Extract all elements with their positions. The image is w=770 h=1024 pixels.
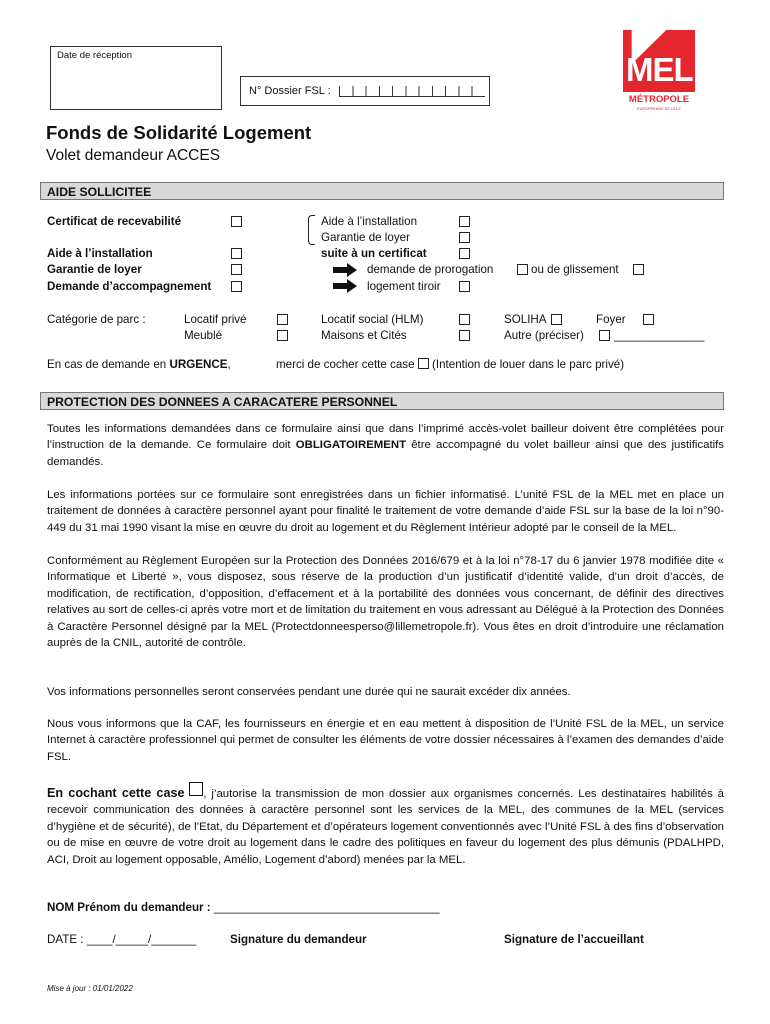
date-line[interactable]: DATE : ____/_____/_______: [47, 933, 197, 946]
urgence-line: [47, 357, 231, 373]
autre-checkbox[interactable]: [599, 330, 610, 341]
suite-certificat-checkbox[interactable]: [459, 248, 470, 259]
locatif-social-checkbox[interactable]: [459, 314, 470, 325]
accompagnement-checkbox[interactable]: [231, 281, 242, 292]
parc-foyer: Foyer: [596, 313, 626, 326]
garantie-checkbox[interactable]: [231, 264, 242, 275]
page-subtitle: Volet demandeur ACCES: [46, 147, 221, 164]
parc-meuble: Meublé: [184, 329, 223, 342]
brace-item-installation: Aide à l’installation: [321, 215, 418, 228]
paragraph-1: [47, 421, 724, 470]
locatif-prive-checkbox[interactable]: [277, 314, 288, 325]
certificat-checkbox[interactable]: [231, 216, 242, 227]
autre-input[interactable]: ______________: [614, 329, 705, 342]
urgence-cocher: merci de cocher cette case: [276, 358, 415, 371]
installation-checkbox[interactable]: [231, 248, 242, 259]
parc-locatif-social: Locatif social (HLM): [321, 313, 424, 326]
p1-text-b: être accompagné du volet bailleur ainsi que des justificatifs demandés.: [47, 439, 724, 468]
paragraph-3: Conformément au Règlement Européen sur la Protection des Données 2016/679 et à la loi n°78-17 du 6 janvier 1978 modifiée dite « Informatique et Liberté », vous disposez, sous réserve de la production d’un justificatif d’identité valide, d’un droit d’accès, de modification, de rectification, d’opposition, d’effacement et à la portabilité des données vous concernant, de définir des directives relatives au sort de celles-ci après votre mort et de limitation du traitement en vous adressant au Délégué à la Protection des Données à Caractère Personnel désigné par la MEL (Protectdonneesperso@lillemetropole.fr). Vous êtes en droit d’introduire une réclamation auprès de la CNIL, autorité de contrôle.: [47, 555, 724, 650]
left-item-accompagnement: Demande d’accompagnement: [47, 280, 212, 293]
date-reception-box[interactable]: [50, 46, 222, 110]
dossier-number-field[interactable]: [339, 86, 485, 97]
consent-checkbox[interactable]: [189, 782, 203, 796]
prorogation-label: demande de prorogation: [367, 263, 494, 276]
p1-text-a: Toutes les informations demandées dans ce formulaire ainsi que dans l’imprimé accès-volet bailleur doivent être complétées pour l’instruction de la demande. Ce formulaire doit: [47, 423, 724, 452]
brace-item-garantie: Garantie de loyer: [321, 231, 410, 244]
categorie-label: Catégorie de parc :: [47, 313, 146, 326]
paragraph-4: Vos informations personnelles seront conservées pendant une durée qui ne saurait excéder dix années.: [47, 686, 571, 698]
consent-text: , j’autorise la transmission de mon dossier aux organismes concernés. Les destinataires habilités à recevoir communication des données à caractère personnel sont les services de la MEL, des communes de la MEL (services d’hygiène et de sécurité), de l’Etat, du Département et d’opérateurs logement conventionnés avec l’Unité FSL à des fins d’observation ou de mise en œuvre de votre droit au logement dans le cadre des politiques en faveur du logement des plus démunis (PDALHPD, ACI, Droit au logement opposable, Amélio, Logement d’abord) menées par la MEL.: [47, 788, 724, 866]
urgence-bold: URGENCE: [169, 358, 228, 371]
consent-paragraph: [47, 782, 724, 868]
brace-garantie-checkbox[interactable]: [459, 232, 470, 243]
urgence-comma: ,: [227, 358, 231, 371]
foyer-checkbox[interactable]: [643, 314, 654, 325]
paragraph-5: Nous vous informons que la CAF, les fournisseurs en énergie et en eau mettent à disposition de l’Unité FSL de la MEL, un service Internet à caractère professionnel qui permet de consulter les éléments de votre dossier nécessaires à l’examen des demandes d’aide FSL.: [47, 718, 724, 763]
urgence-prefix: En cas de demande en: [47, 358, 170, 371]
parc-autre: Autre (préciser): [504, 329, 584, 342]
nom-label: NOM Prénom du demandeur :: [47, 901, 211, 914]
left-item-installation: Aide à l’installation: [47, 247, 153, 260]
signature-accueillant: Signature de l’accueillant: [504, 933, 644, 946]
logo-sub1: MÉTROPOLE: [628, 94, 690, 105]
logo-text: MEL: [626, 51, 693, 88]
mel-logo: [623, 30, 695, 114]
arrow-right-icon: [333, 279, 357, 298]
logo-sub2: EUROPÉENNE DE LILLE: [637, 107, 681, 111]
section-aide-heading: AIDE SOLLICITEE: [40, 182, 724, 200]
glissement-checkbox[interactable]: [633, 264, 644, 275]
paragraph-2: Les informations portées sur ce formulaire sont enregistrées dans un fichier informatisé. L’unité FSL de la MEL met en place un traitement de données à caractère personnel ayant pour finalité le traitement de votre demande d’aide FSL sur la base de la loi n°90-449 du 31 mai 1990 visant la mise en œuvre du droit au logement et du Règlement Intérieur adopté par le conseil de la MEL.: [47, 489, 724, 534]
signature-demandeur: Signature du demandeur: [230, 933, 367, 946]
urgence-instruction: [276, 357, 624, 373]
glissement-label: ou de glissement: [531, 263, 619, 276]
meuble-checkbox[interactable]: [277, 330, 288, 341]
urgence-checkbox[interactable]: [418, 358, 429, 369]
date-reception-label: Date de réception: [57, 50, 132, 61]
section-protection-heading: PROTECTION DES DONNEES A CARACATERE PERSONNEL: [40, 392, 724, 410]
soliha-checkbox[interactable]: [551, 314, 562, 325]
nom-line: [47, 900, 440, 916]
urgence-note: (Intention de louer dans le parc privé): [432, 358, 625, 371]
tiroir-checkbox[interactable]: [459, 281, 470, 292]
brace-installation-checkbox[interactable]: [459, 216, 470, 227]
p1-bold: OBLIGATOIREMENT: [295, 439, 407, 452]
page-title: Fonds de Solidarité Logement: [46, 122, 312, 143]
nom-input[interactable]: ___________________________________: [213, 901, 440, 914]
parc-maisons-cites: Maisons et Cités: [321, 329, 407, 342]
suite-certificat-label: suite à un certificat: [321, 247, 427, 260]
certificat-label: Certificat de recevabilité: [47, 215, 182, 228]
mise-a-jour: Mise à jour : 01/01/2022: [47, 984, 133, 993]
parc-locatif-prive: Locatif privé: [184, 313, 247, 326]
dossier-label: N° Dossier FSL :: [249, 85, 331, 97]
dossier-box[interactable]: [240, 76, 490, 106]
prorogation-checkbox[interactable]: [517, 264, 528, 275]
tiroir-label: logement tiroir: [367, 280, 441, 293]
consent-bold: En cochant cette case: [47, 786, 185, 800]
left-item-garantie: Garantie de loyer: [47, 263, 142, 276]
parc-soliha: SOLIHA: [504, 313, 547, 326]
brace: [308, 215, 315, 245]
maisons-cites-checkbox[interactable]: [459, 330, 470, 341]
